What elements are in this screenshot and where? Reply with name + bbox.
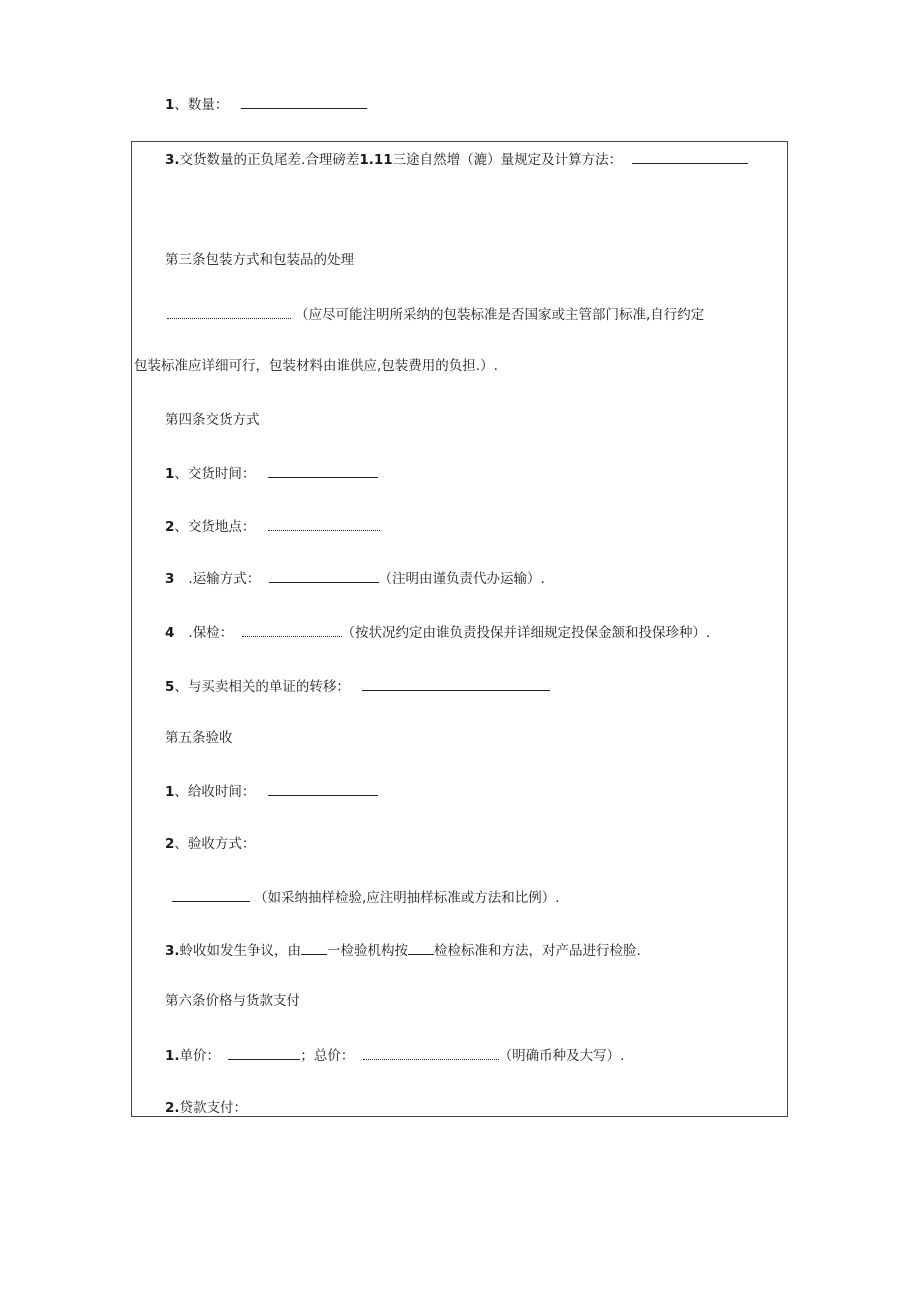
- delivery-place-line: 2、交货地点：: [165, 516, 380, 537]
- dispute-line: 3.蛉收如发生争议，由 一检验机构按 检检标准和方法，对产品进行检脸.: [165, 940, 641, 961]
- article-4-heading: 第四条交货方式: [165, 412, 260, 428]
- inspection-method-line: 2、验收方式：: [165, 836, 256, 852]
- total-price-blank[interactable]: [363, 1045, 499, 1060]
- quantity-blank[interactable]: [241, 94, 367, 109]
- inspection-time-line: 1、给收时间：: [165, 781, 378, 802]
- agency-blank[interactable]: [301, 940, 327, 955]
- article-3-heading: 第三条包装方式和包装品的处理: [165, 252, 354, 268]
- price-line: 1.单价： ；总价： （明确币种及大写）.: [165, 1045, 624, 1066]
- delivery-time-line: 1、交货时间：: [165, 463, 378, 484]
- article-6-heading: 第六条价格与货款支付: [165, 993, 300, 1009]
- documents-blank[interactable]: [362, 676, 550, 691]
- standard-blank[interactable]: [408, 940, 434, 955]
- packaging-line-2: 包装标准应详细可行，包装材料由谁供应,包装费用的负担.）.: [134, 358, 498, 374]
- inspection-time-blank[interactable]: [268, 781, 378, 796]
- insurance-blank[interactable]: [242, 622, 342, 637]
- packaging-line: （应尽可能注明所采纳的包装标准是否国家或主管部门标准,自行约定: [167, 304, 704, 325]
- sampling-line: （如采纳抽样检验,应注明抽样标准或方法和比例）.: [172, 887, 560, 908]
- documents-line: 5、与买卖相关的单证的转移：: [165, 676, 550, 697]
- transport-line: 3 .运输方式： （注明由谨负责代办运输）.: [165, 568, 545, 589]
- tolerance-line: 3.交货数量的正负尾差.合理磅差1.11三途自然增（漉）量规定及计算方法：: [165, 149, 748, 170]
- article-5-heading: 第五条验收: [165, 730, 233, 746]
- delivery-place-blank[interactable]: [268, 516, 380, 531]
- unit-price-blank[interactable]: [228, 1045, 300, 1060]
- sampling-blank[interactable]: [172, 887, 250, 902]
- delivery-time-blank[interactable]: [268, 463, 378, 478]
- payment-line: 2.贷款支付：: [165, 1100, 248, 1116]
- quantity-line: 1、数量：: [165, 94, 367, 115]
- transport-blank[interactable]: [269, 568, 379, 583]
- tolerance-blank[interactable]: [632, 149, 748, 164]
- packaging-blank[interactable]: [167, 304, 291, 319]
- insurance-line: 4 .保检： （按状况约定由谁负责投保并详细规定投保金颔和投保珍种）.: [165, 622, 710, 643]
